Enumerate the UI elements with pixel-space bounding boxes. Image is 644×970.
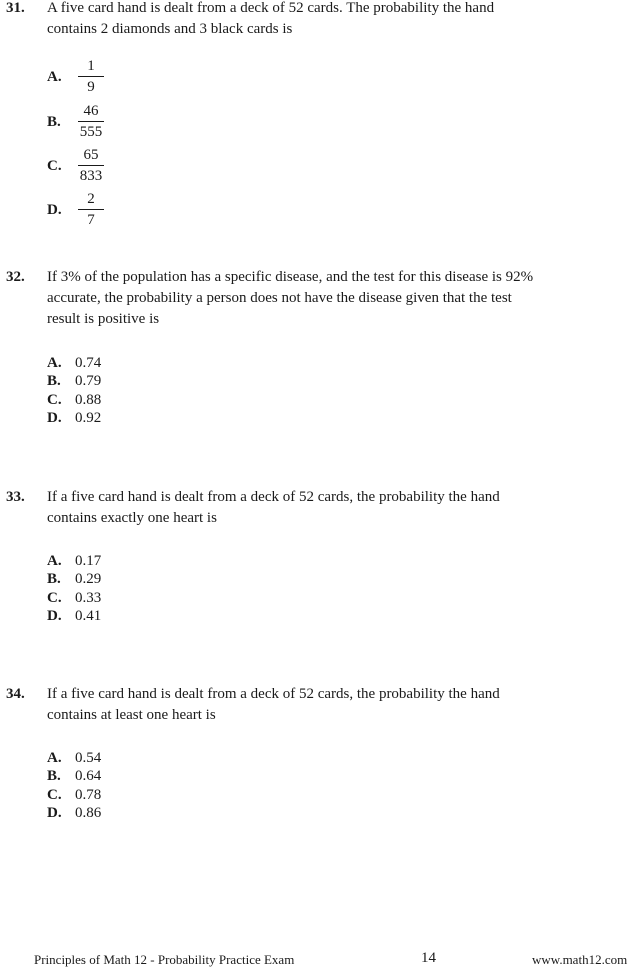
option-value: 0.86: [75, 805, 102, 821]
option-letter: C.: [47, 392, 62, 408]
option-value: 0.88: [75, 392, 102, 408]
option: [47, 805, 101, 822]
option-letter: B.: [47, 114, 61, 130]
question-number: 33.: [6, 489, 25, 505]
option: [47, 590, 101, 607]
option: [47, 571, 101, 588]
footer-website: www.math12.com: [532, 952, 628, 967]
question-text-line: If a five card hand is dealt from a deck of 52 cards, the probability the hand: [47, 686, 500, 702]
option-fraction: [78, 56, 104, 97]
option: [47, 608, 101, 625]
option-letter: B.: [47, 768, 61, 784]
footer-title: Principles of Math 12 - Probability Practice Exam: [34, 952, 295, 967]
option-letter: D.: [47, 608, 62, 624]
question-text-line: If a five card hand is dealt from a deck of 52 cards, the probability the hand: [47, 489, 500, 505]
option-fraction: [78, 189, 104, 230]
option-letter: A.: [47, 553, 62, 569]
option-fraction: [78, 145, 104, 186]
option-letter: D.: [47, 410, 62, 426]
option-value: 0.41: [75, 608, 102, 624]
option-letter: A.: [47, 750, 62, 766]
option: [47, 787, 101, 804]
question-number: 34.: [6, 686, 25, 702]
fraction-denominator: 9: [87, 79, 95, 95]
option-fraction: [78, 101, 104, 142]
option: [47, 392, 101, 409]
option-letter: C.: [47, 590, 62, 606]
option-value: 0.74: [75, 355, 102, 371]
question-text-line: If 3% of the population has a specific disease, and the test for this disease is 92%: [47, 269, 534, 285]
option: [47, 553, 101, 570]
option: [47, 768, 101, 785]
option-letter: B.: [47, 571, 61, 587]
option-value: 0.78: [75, 787, 102, 803]
fraction-denominator: 555: [79, 124, 103, 140]
option-letter: A.: [47, 69, 62, 85]
page-number: 14: [421, 950, 436, 966]
question-text-line: accurate, the probability a person does not have the disease given that the test: [47, 290, 512, 306]
fraction-denominator: 833: [79, 168, 103, 184]
option-value: 0.33: [75, 590, 102, 606]
option: [47, 750, 101, 767]
question-text-line: contains at least one heart is: [47, 707, 216, 723]
option-value: 0.92: [75, 410, 102, 426]
option-value: 0.79: [75, 373, 102, 389]
fraction-denominator: 7: [87, 212, 95, 228]
question-number: 32.: [6, 269, 25, 285]
option: [47, 373, 101, 390]
option: [47, 355, 101, 372]
option: [47, 410, 101, 427]
option-letter: D.: [47, 202, 62, 218]
option-value: 0.17: [75, 553, 102, 569]
option-letter: A.: [47, 355, 62, 371]
option-letter: C.: [47, 158, 62, 174]
fraction-numerator: 65: [78, 145, 104, 166]
fraction-numerator: 1: [78, 56, 104, 77]
question-text-line: contains 2 diamonds and 3 black cards is: [47, 21, 293, 37]
option-value: 0.29: [75, 571, 102, 587]
option-value: 0.64: [75, 768, 102, 784]
fraction-numerator: 2: [78, 189, 104, 210]
question-text-line: A five card hand is dealt from a deck of 52 cards. The probability the hand: [47, 0, 495, 16]
option-letter: C.: [47, 787, 62, 803]
question-text-line: contains exactly one heart is: [47, 510, 217, 526]
question-text-line: result is positive is: [47, 311, 160, 327]
question-number: 31.: [6, 0, 25, 16]
option-letter: B.: [47, 373, 61, 389]
fraction-numerator: 46: [78, 101, 104, 122]
option-value: 0.54: [75, 750, 102, 766]
option-letter: D.: [47, 805, 62, 821]
